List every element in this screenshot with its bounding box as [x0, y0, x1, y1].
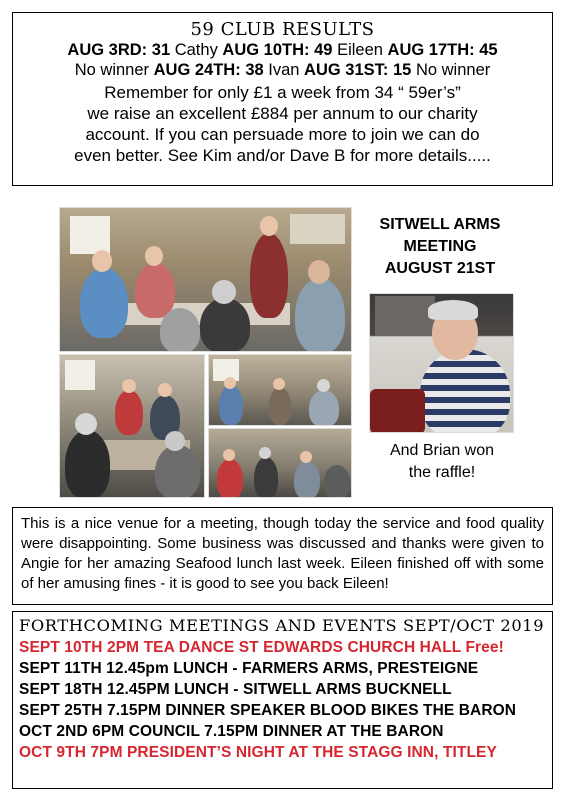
club-results-box	[12, 12, 553, 186]
result-date: AUG 3RD:	[67, 41, 148, 59]
meeting-photo-group	[208, 428, 352, 498]
result-date: AUG 31ST:	[304, 61, 389, 79]
meeting-title-line: AUGUST 21ST	[384, 260, 496, 277]
event-item: OCT 2ND 6PM COUNCIL 7.15PM DINNER AT THE BARON	[19, 723, 444, 740]
result-number: 38	[245, 61, 264, 79]
venue-report-box	[12, 507, 553, 605]
result-number: 15	[393, 61, 412, 79]
meeting-photo-main	[59, 207, 352, 352]
meeting-title-line: SITWELL ARMS	[379, 216, 501, 233]
meeting-photo-table	[59, 354, 205, 498]
note-line: we raise an excellent £884 per annum to our charity	[87, 104, 478, 123]
venue-report-text: This is a nice venue for a meeting, though today the service and food quality were disappointing. Some business was discussed and thanks were given to Angie for her amazing Seafood lunch last week. Eileen finished off with some of her amusing fines - it is good to see you back Eileen!	[21, 515, 544, 592]
note-line: even better. See Kim and/or Dave B for more details.....	[74, 146, 491, 165]
results-line-2	[13, 60, 552, 80]
result-winner: Eileen	[337, 41, 383, 59]
meeting-title	[365, 214, 515, 280]
event-item: SEPT 11TH 12.45pm LUNCH - FARMERS ARMS, PRESTEIGNE	[19, 660, 479, 677]
raffle-caption-line: the raffle!	[408, 464, 476, 481]
results-title: 59 CLUB RESULTS	[190, 19, 375, 40]
results-line-1	[13, 40, 552, 60]
event-item: OCT 9TH 7PM PRESIDENT’S NIGHT AT THE STAGG INN, TITLEY	[19, 744, 497, 761]
result-winner: No winner	[74, 61, 150, 79]
raffle-caption-line: And Brian won	[389, 442, 495, 459]
result-winner: Cathy	[174, 41, 218, 59]
event-item: SEPT 25TH 7.15PM DINNER SPEAKER BLOOD BIKES THE BARON	[19, 702, 517, 719]
events-box	[12, 611, 553, 789]
raffle-winner-photo	[369, 293, 514, 433]
raffle-caption	[362, 440, 522, 484]
result-date: AUG 24TH:	[153, 61, 241, 79]
note-line: Remember for only £1 a week from 34 “ 59er’s”	[104, 83, 461, 102]
events-heading: FORTHCOMING MEETINGS AND EVENTS SEPT/OCT 2019	[19, 616, 545, 635]
event-item: SEPT 18TH 12.45PM LUNCH - SITWELL ARMS BUCKNELL	[19, 681, 452, 698]
result-date: AUG 10TH:	[222, 41, 310, 59]
note-line: account. If you can persuade more to join we can do	[85, 125, 480, 144]
meeting-photo-room	[208, 354, 352, 426]
result-number: 31	[151, 41, 171, 59]
result-number: 45	[479, 41, 498, 59]
result-number: 49	[314, 41, 333, 59]
event-item: SEPT 10TH 2PM TEA DANCE ST EDWARDS CHURCH HALL Free!	[19, 639, 504, 656]
meeting-title-line: MEETING	[403, 238, 477, 255]
result-date: AUG 17TH:	[387, 41, 475, 59]
result-winner: Ivan	[268, 61, 300, 79]
results-note	[13, 82, 552, 166]
result-winner: No winner	[415, 61, 491, 79]
